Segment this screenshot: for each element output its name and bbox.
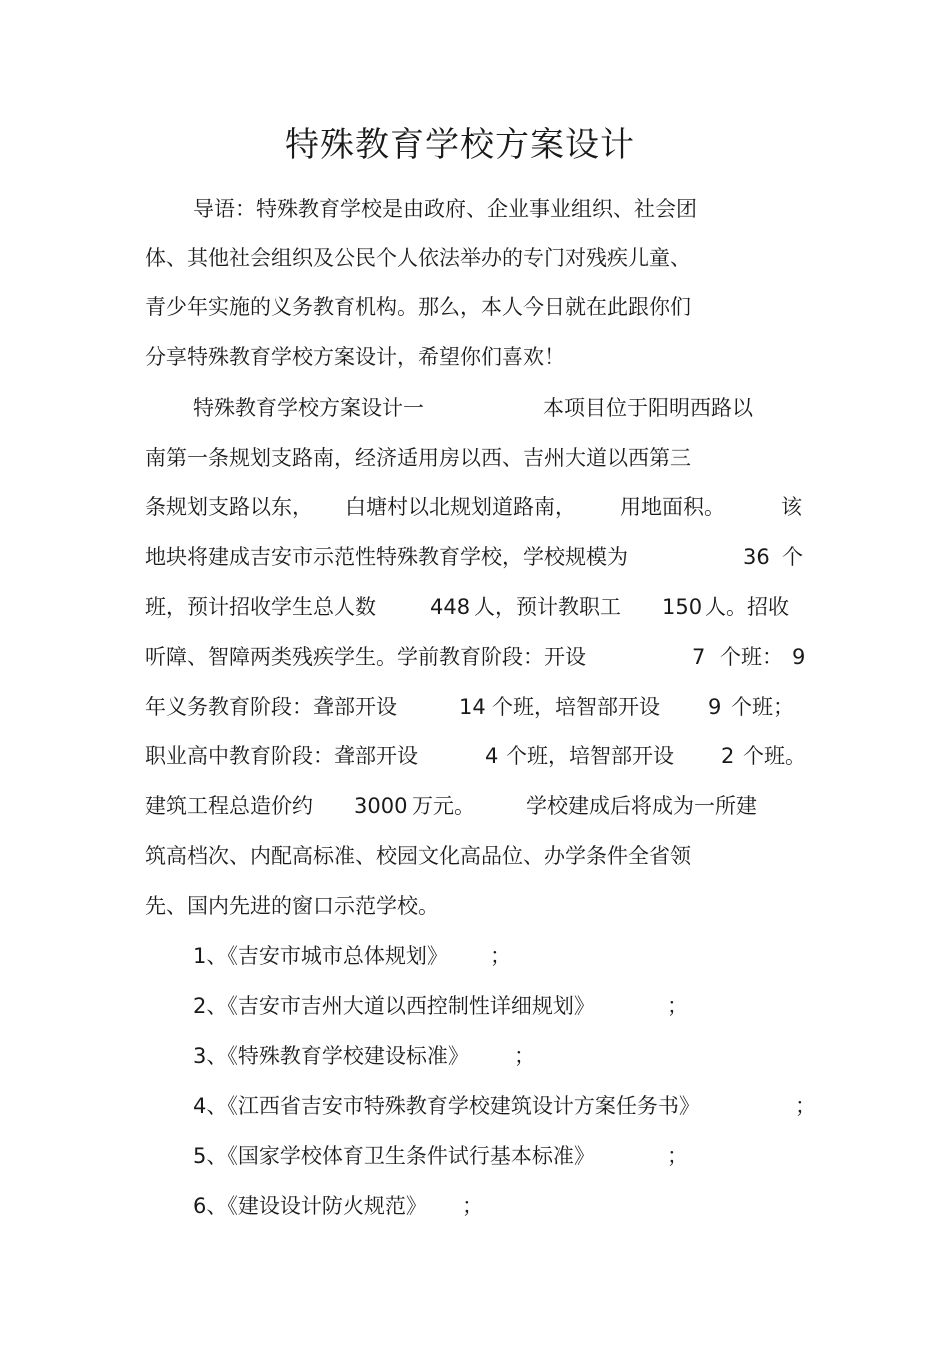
reference-end: ； bbox=[462, 1194, 483, 1218]
reference-end: ； bbox=[795, 1094, 816, 1118]
body-text: 个班； bbox=[731, 695, 794, 719]
body-text: 地块将建成吉安市示范性特殊教育学校，学校规模为 bbox=[145, 545, 628, 569]
body-number: 14 bbox=[459, 695, 486, 719]
reference-item: 3、《特殊教育学校建设标准》 bbox=[193, 1044, 469, 1068]
body-text: 人。招收 bbox=[705, 595, 789, 619]
body-number: 4 bbox=[485, 744, 499, 768]
section-heading: 特殊教育学校方案设计一 bbox=[193, 396, 424, 420]
reference-item: 2、《吉安市吉州大道以西控制性详细规划》 bbox=[193, 994, 595, 1018]
body-text: 个班。 bbox=[743, 744, 806, 768]
body-number: 36 bbox=[743, 545, 770, 569]
body-text: 用地面积。 bbox=[620, 495, 725, 519]
reference-item: 5、《国家学校体育卫生条件试行基本标准》 bbox=[193, 1144, 595, 1168]
body-text: 条规划支路以东， bbox=[145, 495, 313, 519]
intro-line: 分享特殊教育学校方案设计，希望你们喜欢！ bbox=[145, 345, 565, 369]
body-text: 南第一条规划支路南，经济适用房以西、吉州大道以西第三 bbox=[145, 446, 691, 470]
body-number: 9 bbox=[708, 695, 722, 719]
body-number: 150 bbox=[662, 595, 703, 619]
body-text: 白塘村以北规划道路南， bbox=[345, 495, 576, 519]
body-text: 筑高档次、内配高标准、校园文化高品位、办学条件全省领 bbox=[145, 844, 691, 868]
body-text: 个班，培智部开设 bbox=[506, 744, 674, 768]
body-number: 9 bbox=[792, 645, 806, 669]
body-text: 班，预计招收学生总人数 bbox=[145, 595, 376, 619]
body-text: 职业高中教育阶段：聋部开设 bbox=[145, 744, 418, 768]
reference-end: ； bbox=[667, 1144, 688, 1168]
reference-item: 4、《江西省吉安市特殊教育学校建筑设计方案任务书》 bbox=[193, 1094, 700, 1118]
reference-item: 1、《吉安市城市总体规划》 bbox=[193, 944, 448, 968]
body-number: 2 bbox=[721, 744, 735, 768]
body-text: 人，预计教职工 bbox=[474, 595, 621, 619]
reference-end: ； bbox=[514, 1044, 535, 1068]
body-text: 个班： bbox=[720, 645, 783, 669]
body-number: 7 bbox=[692, 645, 706, 669]
body-text: 个 bbox=[782, 545, 803, 569]
reference-end: ； bbox=[490, 944, 511, 968]
intro-line: 导语：特殊教育学校是由政府、企业事业组织、社会团 bbox=[193, 197, 697, 221]
body-text: 年义务教育阶段：聋部开设 bbox=[145, 695, 397, 719]
body-text: 本项目位于阳明西路以 bbox=[543, 396, 753, 420]
body-text: 听障、智障两类残疾学生。学前教育阶段：开设 bbox=[145, 645, 586, 669]
body-text: 万元。 bbox=[412, 794, 475, 818]
body-text: 学校建成后将成为一所建 bbox=[526, 794, 757, 818]
body-text: 先、国内先进的窗口示范学校。 bbox=[145, 894, 439, 918]
body-number: 3000 bbox=[354, 794, 408, 818]
reference-item: 6、《建设设计防火规范》 bbox=[193, 1194, 427, 1218]
reference-end: ； bbox=[667, 994, 688, 1018]
document-title: 特殊教育学校方案设计 bbox=[285, 125, 635, 165]
body-text: 个班，培智部开设 bbox=[492, 695, 660, 719]
intro-line: 体、其他社会组织及公民个人依法举办的专门对残疾儿童、 bbox=[145, 246, 691, 270]
body-text: 建筑工程总造价约 bbox=[145, 794, 313, 818]
intro-line: 青少年实施的义务教育机构。那么，本人今日就在此跟你们 bbox=[145, 295, 691, 319]
body-text: 该 bbox=[781, 495, 802, 519]
body-number: 448 bbox=[430, 595, 471, 619]
